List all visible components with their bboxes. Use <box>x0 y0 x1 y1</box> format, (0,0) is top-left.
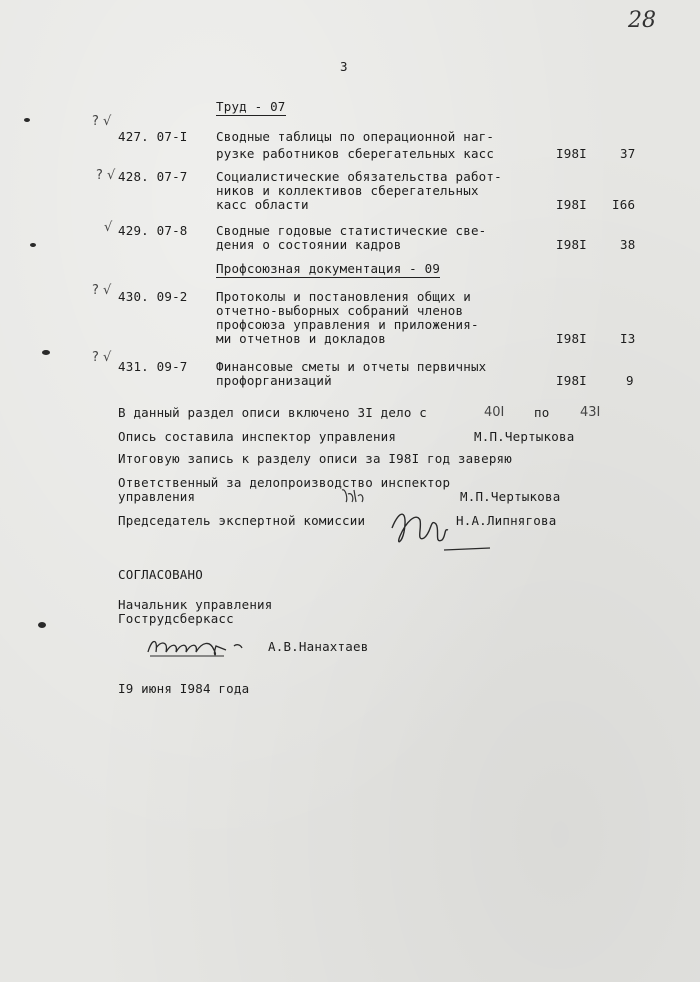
entry-title-line: дения о состоянии кадров <box>216 237 402 252</box>
approval-line1: Начальник управления <box>118 597 273 612</box>
check-mark: ? √ <box>92 283 112 298</box>
entry-number: 431. 09-7 <box>118 359 188 374</box>
summary-from: 40I <box>484 405 505 420</box>
summary-compiled: Опись составила инспектор управления <box>118 429 397 444</box>
check-mark: ? √ <box>96 168 116 183</box>
chair-title: Председатель экспертной комиссии <box>118 513 366 528</box>
summary-certify: Итоговую запись к разделу описи за I98I год заверяю <box>118 451 513 466</box>
entry-title-line: Финансовые сметы и отчеты первичных <box>216 359 487 374</box>
entry-year: I98I <box>556 373 587 388</box>
entry-number: 428. 07-7 <box>118 169 188 184</box>
entry-title-line: ми отчетнов и докладов <box>216 331 386 346</box>
approval-name: А.В.Нанахтаев <box>268 639 369 654</box>
approval-line2: Гострудсберкасс <box>118 611 234 626</box>
entry-year: I98I <box>556 197 587 212</box>
signature-initials <box>340 486 370 506</box>
section-heading: Профсоюзная документация - 09 <box>216 261 441 276</box>
binder-hole <box>24 118 30 122</box>
responsible-line2: управления <box>118 489 196 504</box>
entry-count: 37 <box>620 146 636 161</box>
entry-number: 430. 09-2 <box>118 289 188 304</box>
summary-to-word: по <box>534 405 550 420</box>
typed-page-number: 3 <box>340 59 348 74</box>
entry-title-line: Сводные таблицы по операционной наг- <box>216 129 495 144</box>
entry-count: I66 <box>612 197 636 212</box>
entry-title-line: отчетно-выборных собраний членов <box>216 303 464 318</box>
signature-head <box>144 632 254 662</box>
entry-number: 429. 07-8 <box>118 223 188 238</box>
responsible-name: М.П.Чертыкова <box>460 489 561 504</box>
approval-heading: СОГЛАСОВАНО <box>118 567 203 582</box>
check-mark: √ <box>104 220 113 235</box>
entry-title-line: рузке работников сберегательных касс <box>216 146 495 161</box>
approval-date: I9 июня I984 года <box>118 681 250 696</box>
summary-to: 43I <box>580 405 601 420</box>
summary-compiled-name: М.П.Чертыкова <box>474 429 575 444</box>
entry-year: I98I <box>556 331 587 346</box>
summary-included: В данный раздел описи включено 3I дело с <box>118 405 428 420</box>
entry-year: I98I <box>556 146 587 161</box>
entry-year: I98I <box>556 237 587 252</box>
binder-hole <box>42 350 50 355</box>
entry-count: 38 <box>620 237 636 252</box>
entry-count: I3 <box>620 331 636 346</box>
section-heading: Труд - 07 <box>216 99 286 114</box>
entry-title-line: Социалистические обязательства работ- <box>216 169 502 184</box>
entry-title-line: Сводные годовые статистические све- <box>216 223 487 238</box>
entry-title-line: профорганизаций <box>216 373 332 388</box>
binder-hole <box>38 622 46 628</box>
entry-count: 9 <box>626 373 634 388</box>
responsible-line1: Ответственный за делопроизводство инспектор <box>118 475 451 490</box>
check-mark: ? √ <box>92 114 112 129</box>
entry-title-line: ников и коллективов сберегательных <box>216 183 479 198</box>
entry-title-line: Протоколы и постановления общих и <box>216 289 471 304</box>
binder-hole <box>30 243 36 247</box>
handwritten-page-number: 28 <box>628 8 656 33</box>
entry-number: 427. 07-I <box>118 129 188 144</box>
entry-title-line: касс области <box>216 197 309 212</box>
signature-chair <box>386 498 496 558</box>
check-mark: ? √ <box>92 350 112 365</box>
entry-title-line: профсоюза управления и приложения- <box>216 317 479 332</box>
chair-name: Н.А.Липнягова <box>456 513 557 528</box>
